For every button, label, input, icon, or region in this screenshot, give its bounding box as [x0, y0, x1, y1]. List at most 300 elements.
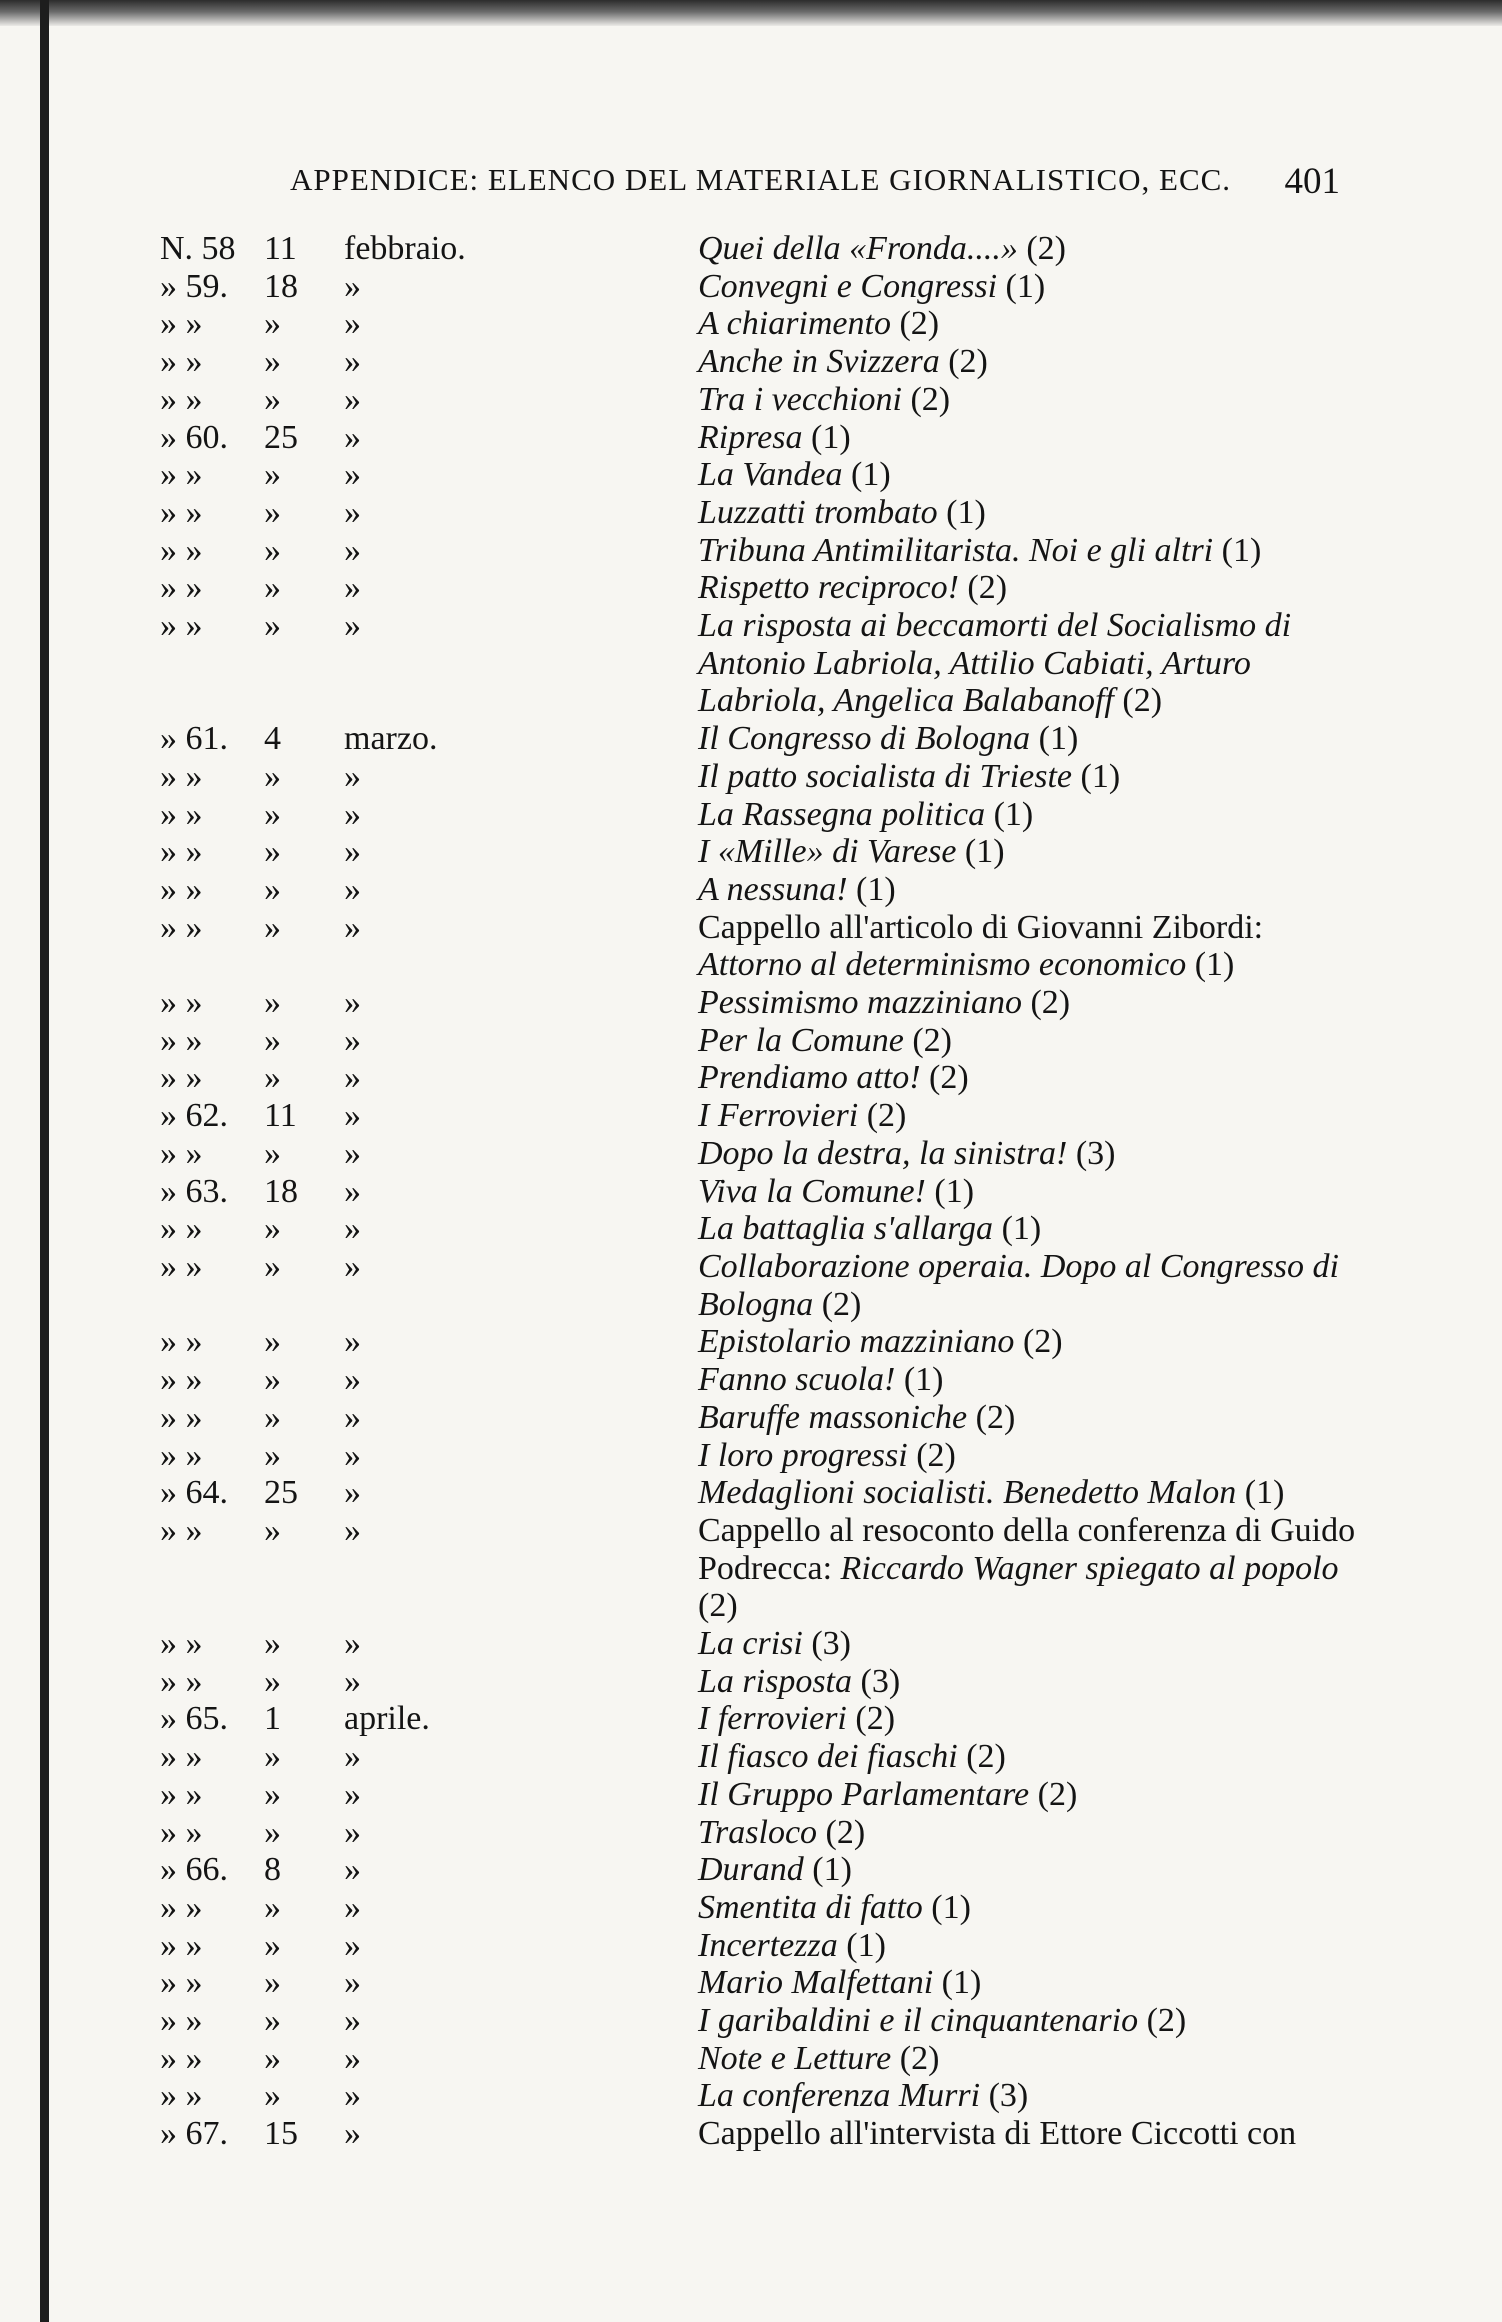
entry-number: » »	[160, 1021, 203, 1059]
entry-month: »	[344, 1851, 361, 1889]
entry-number: N. 58	[160, 230, 236, 267]
entry-row	[160, 494, 1360, 532]
column-gap	[434, 1474, 698, 1512]
entry-number: » »	[160, 2039, 203, 2077]
entry-row	[160, 1814, 1360, 1852]
entry-row	[160, 758, 1360, 796]
entry-day: »	[264, 1247, 281, 1285]
title-roman-segment: (2)	[890, 305, 940, 343]
title-roman-segment: (1)	[1236, 1474, 1285, 1512]
entry-title	[698, 532, 1358, 570]
entry-list	[160, 230, 1360, 2153]
title-italic-segment: Tribuna Antimilitarista. Noi e gli altri	[698, 531, 1214, 569]
entry-number: » »	[160, 1888, 203, 1926]
entry-number: » »	[160, 1210, 203, 1248]
entry-title	[698, 833, 1358, 871]
entry-day: »	[264, 493, 281, 531]
title-roman-segment: (1)	[925, 1172, 975, 1210]
entry-row	[160, 833, 1360, 871]
entry-number: » »	[160, 1813, 203, 1851]
column-gap	[434, 419, 698, 457]
entry-day: 1	[264, 1700, 281, 1738]
title-italic-segment: I loro progressi	[698, 1436, 908, 1474]
entry-day: »	[264, 456, 281, 494]
title-roman-segment: (2)	[957, 1738, 1006, 1776]
title-roman-segment: (1)	[997, 267, 1046, 305]
entry-month: »	[344, 1474, 361, 1512]
title-roman-segment: (1)	[1030, 720, 1079, 758]
entry-month: »	[344, 267, 361, 305]
entry-number: » 62.	[160, 1097, 228, 1135]
entry-number: » 64.	[160, 1474, 228, 1512]
column-gap	[434, 1173, 698, 1211]
title-roman-segment: (1)	[1186, 946, 1235, 984]
column-gap	[434, 1022, 698, 1060]
entry-row	[160, 1625, 1360, 1663]
title-italic-segment: A chiarimento	[698, 305, 891, 343]
column-gap	[434, 343, 698, 381]
entry-number: » »	[160, 1134, 203, 1172]
entry-number: » »	[160, 343, 203, 381]
entry-day: 15	[264, 2115, 298, 2153]
title-italic-segment: Il patto socialista di Trieste	[698, 757, 1073, 795]
title-italic-segment: Viva la Comune!	[698, 1172, 926, 1210]
column-gap	[434, 984, 698, 1022]
entry-row	[160, 2040, 1360, 2078]
entry-day: »	[264, 757, 281, 795]
page-number: 401	[1284, 161, 1340, 202]
entry-day: »	[264, 1625, 281, 1663]
column-gap	[434, 1851, 698, 1889]
entry-month: febbraio.	[344, 230, 466, 267]
entry-row	[160, 1173, 1360, 1211]
entry-month: »	[344, 305, 361, 343]
entry-title	[698, 2040, 1358, 2078]
title-italic-segment: Il Gruppo Parlamentare	[698, 1775, 1030, 1813]
entry-number: » »	[160, 1926, 203, 1964]
title-roman-segment: Cappello al resoconto della conferenza di Guido Podrecca:	[698, 1511, 1356, 1587]
title-roman-segment: (2)	[1017, 230, 1066, 267]
column-gap	[434, 1059, 698, 1097]
entry-day: »	[264, 1021, 281, 1059]
entry-month: »	[344, 1097, 361, 1135]
column-gap	[434, 2002, 698, 2040]
title-roman-segment: (2)	[1113, 682, 1163, 720]
title-roman-segment: (3)	[852, 1662, 901, 1700]
entry-month: »	[344, 984, 361, 1022]
title-italic-segment: Pessimismo mazziniano	[698, 984, 1022, 1022]
entry-title	[698, 343, 1358, 381]
entry-row	[160, 1097, 1360, 1135]
entry-row	[160, 1512, 1360, 1625]
title-italic-segment: Baruffe massoniche	[698, 1398, 968, 1436]
column-gap	[434, 1663, 698, 1701]
title-roman-segment: (2)	[939, 343, 988, 381]
entry-row	[160, 1248, 1360, 1323]
title-roman-segment: (3)	[980, 2077, 1029, 2115]
title-italic-segment: La battaglia s'allarga	[698, 1210, 994, 1248]
entry-row	[160, 456, 1360, 494]
entry-number: » »	[160, 1625, 203, 1663]
entry-day: 25	[264, 418, 298, 456]
title-italic-segment: Attorno al determinismo economico	[698, 946, 1187, 984]
entry-month: »	[344, 1662, 361, 1700]
entry-month: »	[344, 1511, 361, 1549]
column-gap	[434, 1889, 698, 1927]
entry-month: »	[344, 1813, 361, 1851]
title-roman-segment: (2)	[1029, 1775, 1078, 1813]
entry-row	[160, 1851, 1360, 1889]
entry-day: »	[264, 1813, 281, 1851]
entry-month: »	[344, 1926, 361, 1964]
entry-title	[698, 1210, 1358, 1248]
entry-month: »	[344, 1775, 361, 1813]
column-gap	[434, 607, 698, 720]
entry-number: » »	[160, 380, 203, 418]
entry-title	[698, 268, 1358, 306]
entry-number: » »	[160, 1775, 203, 1813]
entry-month: »	[344, 418, 361, 456]
entry-month: »	[344, 2115, 361, 2153]
title-italic-segment: Convegni e Congressi	[698, 267, 998, 305]
title-italic-segment: Quei della «Fronda....»	[698, 230, 1018, 267]
entry-day: »	[264, 1398, 281, 1436]
entry-number: » 65.	[160, 1700, 228, 1738]
entry-title	[698, 909, 1358, 984]
title-italic-segment: Medaglioni socialisti. Benedetto Malon	[698, 1474, 1237, 1512]
entry-day: »	[264, 607, 281, 645]
title-italic-segment: La conferenza Murri	[698, 2077, 981, 2115]
column-gap	[434, 2115, 698, 2153]
entry-day: 18	[264, 1172, 298, 1210]
entry-row	[160, 909, 1360, 984]
title-italic-segment: I garibaldini e il cinquantenario	[698, 2002, 1139, 2040]
entry-number: » »	[160, 1511, 203, 1549]
column-gap	[434, 569, 698, 607]
entry-row	[160, 1889, 1360, 1927]
title-italic-segment: La crisi	[698, 1625, 803, 1663]
title-italic-segment: Note e Letture	[698, 2039, 892, 2077]
entry-number: » »	[160, 305, 203, 343]
entry-title	[698, 1738, 1358, 1776]
entry-month: »	[344, 1021, 361, 1059]
title-roman-segment: (1)	[802, 418, 851, 456]
title-roman-segment: (2)	[903, 1021, 953, 1059]
running-header	[290, 162, 1340, 206]
entry-title	[698, 1625, 1358, 1663]
entry-title	[698, 720, 1358, 758]
title-italic-segment: Smentita di fatto	[698, 1888, 923, 1926]
title-roman-segment: (1)	[937, 493, 986, 531]
title-roman-segment: (2)	[907, 1436, 956, 1474]
entry-day: »	[264, 1888, 281, 1926]
entry-number: » 60.	[160, 418, 228, 456]
title-italic-segment: I ferrovieri	[698, 1700, 847, 1738]
entry-month: »	[344, 2077, 361, 2115]
entry-title	[698, 1097, 1358, 1135]
entry-month: »	[344, 2002, 361, 2040]
title-roman-segment: Cappello all'articolo di Giovanni Zibordi:	[698, 908, 1264, 946]
entry-month: »	[344, 1964, 361, 2002]
title-italic-segment: Luzzatti trombato	[698, 493, 938, 531]
running-title: APPENDICE: ELENCO DEL MATERIALE GIORNALISTICO, ECC.	[290, 162, 1232, 197]
title-roman-segment: (1)	[985, 795, 1034, 833]
column-gap	[434, 2077, 698, 2115]
entry-row	[160, 1738, 1360, 1776]
entry-month: marzo.	[344, 720, 438, 758]
entry-day: »	[264, 305, 281, 343]
entry-month: »	[344, 2039, 361, 2077]
entry-title	[698, 1851, 1358, 1889]
entry-row	[160, 1323, 1360, 1361]
title-roman-segment: (1)	[895, 1361, 944, 1399]
title-roman-segment: Cappello all'intervista di Ettore Ciccotti con	[698, 2115, 1297, 2153]
entry-title	[698, 1361, 1358, 1399]
entry-title	[698, 2002, 1358, 2040]
column-gap	[434, 1927, 698, 1965]
entry-day: »	[264, 795, 281, 833]
title-italic-segment: Durand	[698, 1851, 804, 1889]
entry-day: »	[264, 569, 281, 607]
entry-month: aprile.	[344, 1700, 430, 1738]
entry-row	[160, 1022, 1360, 1060]
entry-day: »	[264, 531, 281, 569]
entry-title	[698, 1323, 1358, 1361]
entry-number: » »	[160, 1059, 203, 1097]
entry-row	[160, 1361, 1360, 1399]
entry-day: 25	[264, 1474, 298, 1512]
title-roman-segment: (2)	[813, 1285, 862, 1323]
column-gap	[434, 494, 698, 532]
column-gap	[434, 1512, 698, 1625]
column-gap	[434, 1700, 698, 1738]
entry-title	[698, 1927, 1358, 1965]
title-italic-segment: Collaborazione operaia. Dopo al Congresso di Bologna	[698, 1247, 1339, 1323]
entry-row	[160, 1437, 1360, 1475]
title-roman-segment: (1)	[803, 1851, 852, 1889]
entry-title	[698, 1964, 1358, 2002]
column-gap	[434, 456, 698, 494]
title-italic-segment: A nessuna!	[698, 870, 848, 908]
title-roman-segment: (1)	[933, 1964, 982, 2002]
title-italic-segment: Mario Malfettani	[698, 1964, 934, 2002]
column-gap	[434, 1135, 698, 1173]
title-italic-segment: Prendiamo atto!	[698, 1059, 921, 1097]
title-roman-segment: (2)	[817, 1813, 866, 1851]
entry-month: »	[344, 343, 361, 381]
entry-title	[698, 607, 1358, 720]
entry-title	[698, 1399, 1358, 1437]
entry-number: » »	[160, 908, 203, 946]
entry-month: »	[344, 1398, 361, 1436]
title-italic-segment: Epistolario mazziniano	[698, 1323, 1015, 1361]
title-italic-segment: Fanno scuola!	[698, 1361, 896, 1399]
entry-number: » 66.	[160, 1851, 228, 1889]
entry-title	[698, 1173, 1358, 1211]
column-gap	[434, 230, 698, 268]
entry-number: » »	[160, 1738, 203, 1776]
entry-number: » »	[160, 1398, 203, 1436]
title-roman-segment: (2)	[901, 380, 951, 418]
column-gap	[434, 1776, 698, 1814]
title-roman-segment: (2)	[1138, 2002, 1187, 2040]
entry-day: »	[264, 984, 281, 1022]
entry-row	[160, 532, 1360, 570]
column-gap	[434, 381, 698, 419]
title-italic-segment: Rispetto reciproco!	[698, 569, 959, 607]
entry-row	[160, 1663, 1360, 1701]
entry-number: » »	[160, 1964, 203, 2002]
title-roman-segment: (2)	[967, 1398, 1016, 1436]
entry-day: »	[264, 1361, 281, 1399]
entry-number: » »	[160, 1323, 203, 1361]
entry-title	[698, 871, 1358, 909]
entry-row	[160, 1964, 1360, 2002]
entry-title	[698, 1776, 1358, 1814]
entry-month: »	[344, 1059, 361, 1097]
entry-number: » »	[160, 2077, 203, 2115]
column-gap	[434, 2040, 698, 2078]
entry-day: »	[264, 908, 281, 946]
column-gap	[434, 1625, 698, 1663]
title-italic-segment: Dopo la destra, la sinistra!	[698, 1134, 1068, 1172]
entry-title	[698, 1512, 1358, 1625]
title-italic-segment: Il fiasco dei fiaschi	[698, 1738, 958, 1776]
title-roman-segment: (2)	[891, 2039, 940, 2077]
entry-row	[160, 2077, 1360, 2115]
title-roman-segment: (1)	[956, 833, 1005, 871]
title-italic-segment: Incertezza	[698, 1926, 838, 1964]
entry-number: » »	[160, 2002, 203, 2040]
entry-title	[698, 381, 1358, 419]
entry-day: »	[264, 1775, 281, 1813]
entry-month: »	[344, 1625, 361, 1663]
entry-number: » »	[160, 795, 203, 833]
entry-row	[160, 569, 1360, 607]
entry-number: » »	[160, 569, 203, 607]
entry-month: »	[344, 1361, 361, 1399]
entry-day: »	[264, 2002, 281, 2040]
entry-month: »	[344, 1134, 361, 1172]
entry-row	[160, 1776, 1360, 1814]
entry-title	[698, 1135, 1358, 1173]
entry-row	[160, 268, 1360, 306]
entry-month: »	[344, 380, 361, 418]
column-gap	[434, 1361, 698, 1399]
title-roman-segment: (2)	[858, 1097, 907, 1135]
entry-row	[160, 720, 1360, 758]
column-gap	[434, 1097, 698, 1135]
entry-title	[698, 230, 1358, 268]
entry-number: » »	[160, 607, 203, 645]
entry-number: » 59.	[160, 267, 228, 305]
entry-row	[160, 1700, 1360, 1738]
entry-month: »	[344, 795, 361, 833]
column-gap	[434, 758, 698, 796]
entry-day: »	[264, 1210, 281, 1248]
title-roman-segment: (1)	[842, 456, 891, 494]
entry-month: »	[344, 493, 361, 531]
title-italic-segment: La Vandea	[698, 456, 843, 494]
column-gap	[434, 796, 698, 834]
entry-day: »	[264, 1134, 281, 1172]
title-roman-segment: (1)	[847, 870, 896, 908]
entry-month: »	[344, 870, 361, 908]
column-gap	[434, 1323, 698, 1361]
entry-day: »	[264, 1436, 281, 1474]
entry-day: 18	[264, 267, 298, 305]
entry-day: 11	[264, 230, 297, 267]
entry-month: »	[344, 456, 361, 494]
entry-row	[160, 984, 1360, 1022]
entry-month: »	[344, 1738, 361, 1776]
title-italic-segment: La risposta ai beccamorti del Socialismo di Antonio Labriola, Attilio Cabiati, Arturo Labriola, Angelica Balabanoff	[698, 607, 1292, 720]
entry-number: » »	[160, 757, 203, 795]
entry-row	[160, 305, 1360, 343]
entry-month: »	[344, 1172, 361, 1210]
title-italic-segment: Riccardo Wagner spiegato al popolo	[840, 1549, 1339, 1587]
title-roman-segment: (2)	[1014, 1323, 1063, 1361]
entry-title	[698, 569, 1358, 607]
entry-title	[698, 494, 1358, 532]
entry-number: » »	[160, 1247, 203, 1285]
entry-row	[160, 2002, 1360, 2040]
title-italic-segment: Il Congresso di Bologna	[698, 720, 1031, 758]
entry-month: »	[344, 1247, 361, 1285]
entry-row	[160, 607, 1360, 720]
column-gap	[434, 1248, 698, 1323]
entry-month: »	[344, 607, 361, 645]
entry-number: » »	[160, 984, 203, 1022]
column-gap	[434, 305, 698, 343]
entry-day: »	[264, 343, 281, 381]
column-gap	[434, 1437, 698, 1475]
title-italic-segment: Trasloco	[698, 1813, 818, 1851]
entry-day: »	[264, 1964, 281, 2002]
scan-edge-top	[0, 0, 1502, 26]
column-gap	[434, 833, 698, 871]
entry-day: »	[264, 1059, 281, 1097]
entry-day: »	[264, 1511, 281, 1549]
entry-day: »	[264, 2077, 281, 2115]
entry-month: »	[344, 833, 361, 871]
entry-day: »	[264, 380, 281, 418]
entry-title	[698, 456, 1358, 494]
entry-day: »	[264, 2039, 281, 2077]
entry-row	[160, 871, 1360, 909]
entry-title	[698, 1814, 1358, 1852]
title-roman-segment: (1)	[993, 1210, 1042, 1248]
column-gap	[434, 1399, 698, 1437]
entry-row	[160, 1399, 1360, 1437]
entry-month: »	[344, 1210, 361, 1248]
entry-row	[160, 1474, 1360, 1512]
title-italic-segment: Anche in Svizzera	[698, 343, 940, 381]
title-italic-segment: I Ferrovieri	[698, 1097, 859, 1135]
title-roman-segment: (3)	[1067, 1134, 1116, 1172]
entry-month: »	[344, 1436, 361, 1474]
entry-row	[160, 419, 1360, 457]
column-gap	[434, 1738, 698, 1776]
entry-month: »	[344, 1888, 361, 1926]
entry-day: 8	[264, 1851, 281, 1889]
entry-day: »	[264, 1323, 281, 1361]
entry-title	[698, 2115, 1358, 2153]
entry-number: » »	[160, 1361, 203, 1399]
entry-row	[160, 1135, 1360, 1173]
title-italic-segment: I «Mille» di Varese	[698, 833, 957, 871]
entry-row	[160, 1059, 1360, 1097]
